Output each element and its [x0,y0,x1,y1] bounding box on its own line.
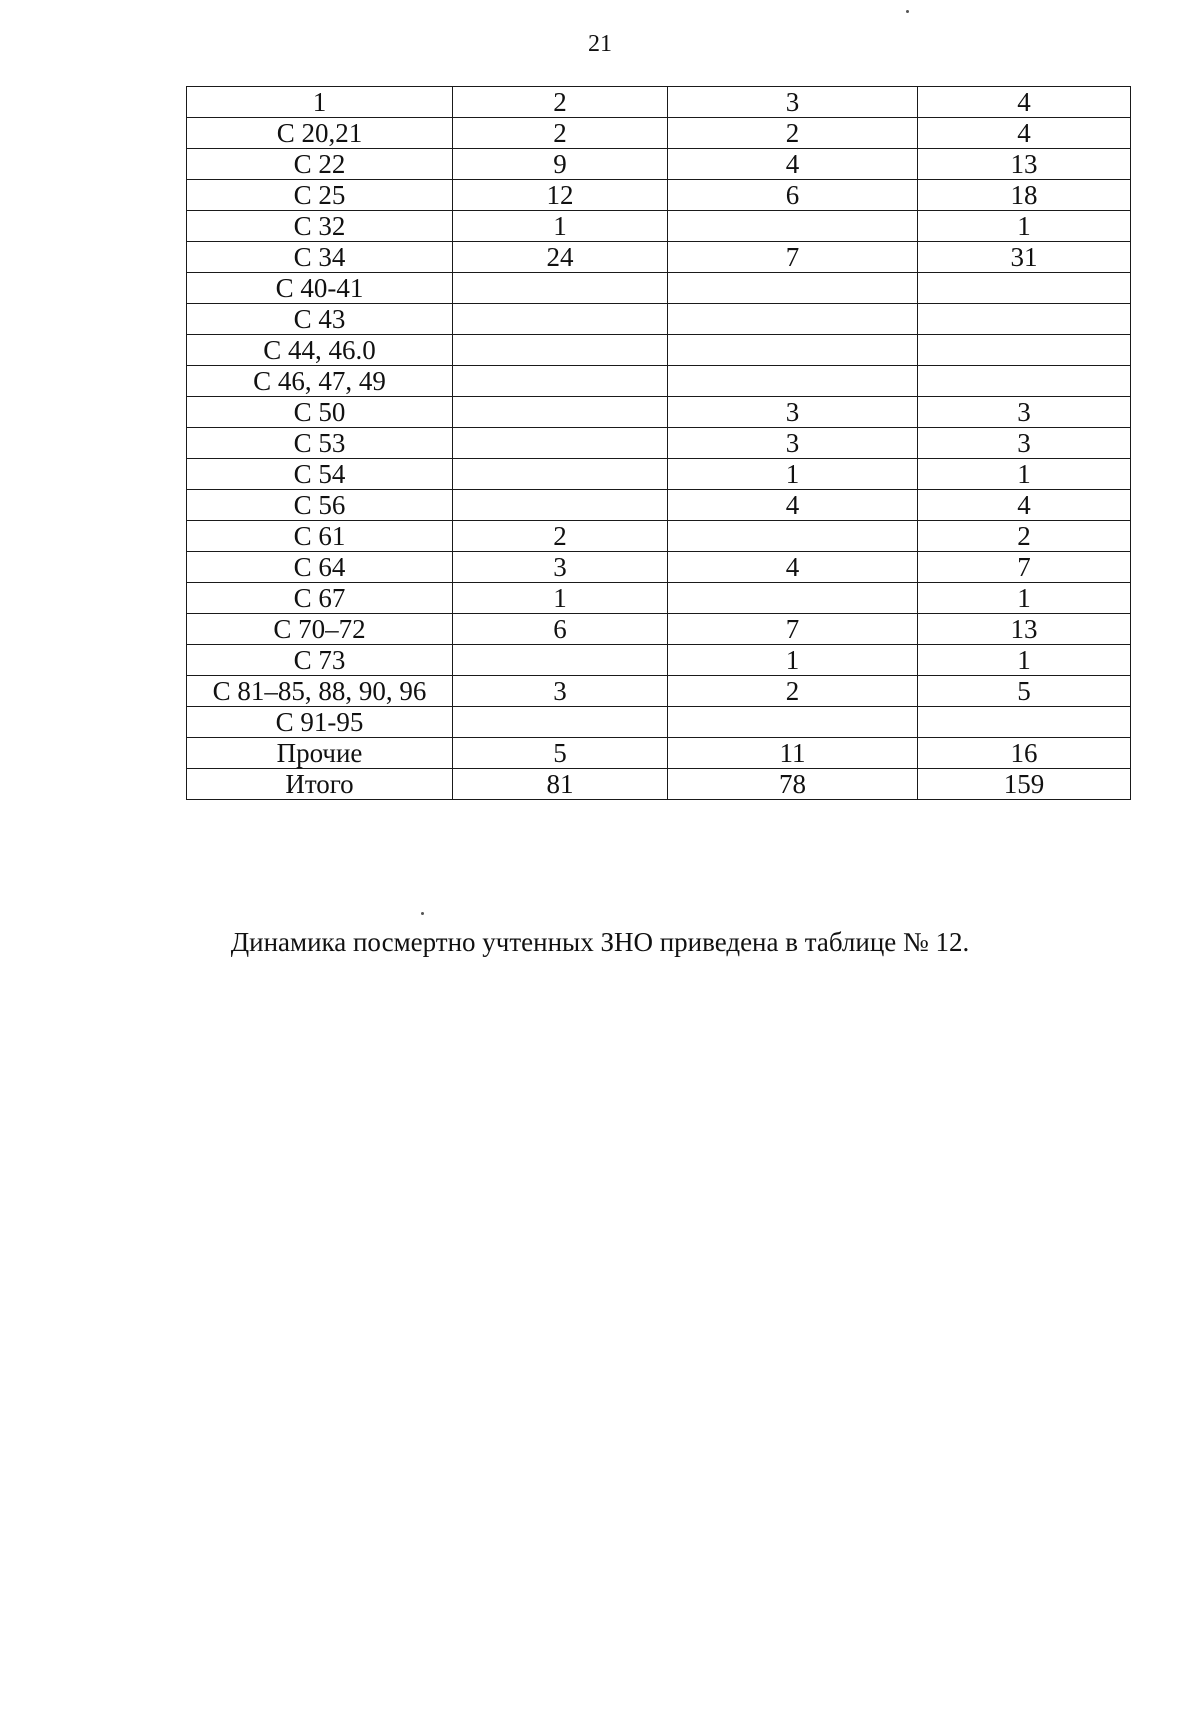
table-reference-caption: Динамика посмертно учтенных ЗНО приведена в таблице № 12. [230,927,970,957]
table-cell-category: С 46, 47, 49 [187,366,453,397]
table-cell-category: С 53 [187,428,453,459]
table-cell-col-3: 3 [668,397,918,428]
table-row [187,211,1131,242]
table-cell-total: 1 [918,211,1131,242]
table-cell-col-3 [668,211,918,242]
table-cell-col-3: 4 [668,490,918,521]
table-cell-category: С 44, 46.0 [187,335,453,366]
table-cell-category: С 81–85, 88, 90, 96 [187,676,453,707]
table-cell-category: С 54 [187,459,453,490]
table-cell-col-2: 6 [453,614,668,645]
table-cell-col-2 [453,273,668,304]
table-row [187,335,1131,366]
table-cell-col-2: 2 [453,118,668,149]
page-number: 21 [588,31,612,57]
table-cell-total: 4 [918,118,1131,149]
table-cell-col-2 [453,397,668,428]
table-row [187,304,1131,335]
table-cell-col-2: 12 [453,180,668,211]
table-cell-total: 3 [918,397,1131,428]
table-body [187,87,1131,800]
table-cell-total [918,707,1131,738]
table-cell-col-2 [453,707,668,738]
table-cell-category: С 64 [187,552,453,583]
table-row [187,676,1131,707]
table-row [187,614,1131,645]
table-cell-col-2: 5 [453,738,668,769]
table-cell-total: 4 [918,490,1131,521]
table-row [187,273,1131,304]
table-row [187,707,1131,738]
table-cell-total: 13 [918,149,1131,180]
table-cell-total: 13 [918,614,1131,645]
table-cell-category: С 67 [187,583,453,614]
table-cell-col-2: 1 [453,583,668,614]
table-cell-total: 5 [918,676,1131,707]
table-cell-col-2: 81 [453,769,668,800]
scan-speck [906,10,909,13]
table-cell-col-3: 6 [668,180,918,211]
table-cell-category: С 43 [187,304,453,335]
table-cell-col-2 [453,459,668,490]
table-cell-total: 31 [918,242,1131,273]
table-cell-col-2: 1 [453,211,668,242]
table-cell-col-3 [668,335,918,366]
table-cell-col-3 [668,273,918,304]
table-cell-total: 1 [918,583,1131,614]
table-row [187,242,1131,273]
table-cell-col-2: 2 [453,521,668,552]
table-cell-col-3: 7 [668,614,918,645]
table-row [187,149,1131,180]
table-cell-col-2 [453,304,668,335]
table-cell-col-3: 78 [668,769,918,800]
scan-speck [421,912,424,915]
table-cell-category: С 40-41 [187,273,453,304]
table-cell-category: 1 [187,87,453,118]
table-cell-col-2: 9 [453,149,668,180]
table-row [187,552,1131,583]
table-cell-col-3 [668,707,918,738]
table-cell-col-3: 4 [668,552,918,583]
table-cell-total: 7 [918,552,1131,583]
table-row [187,459,1131,490]
table-cell-total: 159 [918,769,1131,800]
table-row [187,769,1131,800]
table-row [187,645,1131,676]
table-cell-col-3: 2 [668,118,918,149]
table-cell-category: С 20,21 [187,118,453,149]
header-row [187,87,1131,118]
table-row [187,583,1131,614]
table-cell-col-2: 24 [453,242,668,273]
table-cell-category: С 56 [187,490,453,521]
table-cell-col-3 [668,521,918,552]
table-cell-category: С 73 [187,645,453,676]
table-cell-col-2: 2 [453,87,668,118]
table-cell-col-2 [453,335,668,366]
table-cell-total [918,335,1131,366]
table-cell-category: Прочие [187,738,453,769]
table-cell-col-2 [453,490,668,521]
table-cell-category: С 61 [187,521,453,552]
table-cell-category: С 22 [187,149,453,180]
table-cell-col-2 [453,366,668,397]
table-cell-total: 2 [918,521,1131,552]
table-cell-total: 4 [918,87,1131,118]
table-cell-col-3 [668,304,918,335]
table-cell-col-3: 11 [668,738,918,769]
table-cell-col-3: 2 [668,676,918,707]
table-cell-total [918,304,1131,335]
table-cell-col-3 [668,583,918,614]
table-cell-category: С 34 [187,242,453,273]
table-cell-category: Итого [187,769,453,800]
table-cell-col-3: 4 [668,149,918,180]
table-cell-col-3: 1 [668,459,918,490]
table-cell-total: 16 [918,738,1131,769]
table-cell-col-2 [453,428,668,459]
table-cell-category: С 32 [187,211,453,242]
table-cell-col-2 [453,645,668,676]
table-cell-col-3: 7 [668,242,918,273]
table-cell-col-3: 3 [668,428,918,459]
table-row [187,397,1131,428]
table-cell-col-3: 1 [668,645,918,676]
table-cell-category: С 91-95 [187,707,453,738]
table-cell-category: С 70–72 [187,614,453,645]
table-cell-col-3: 3 [668,87,918,118]
table-cell-category: С 25 [187,180,453,211]
table-row [187,366,1131,397]
table-row [187,428,1131,459]
table-row [187,738,1131,769]
table-cell-total: 18 [918,180,1131,211]
table-cell-total: 1 [918,645,1131,676]
table-cell-col-2: 3 [453,552,668,583]
table-cell-total: 1 [918,459,1131,490]
table-cell-total: 3 [918,428,1131,459]
table-cell-category: С 50 [187,397,453,428]
table-cell-total [918,273,1131,304]
table-cell-total [918,366,1131,397]
table-cell-col-2: 3 [453,676,668,707]
table-row [187,180,1131,211]
data-table [186,86,1131,800]
table-cell-col-3 [668,366,918,397]
table-row [187,490,1131,521]
table-row [187,521,1131,552]
table-row [187,118,1131,149]
